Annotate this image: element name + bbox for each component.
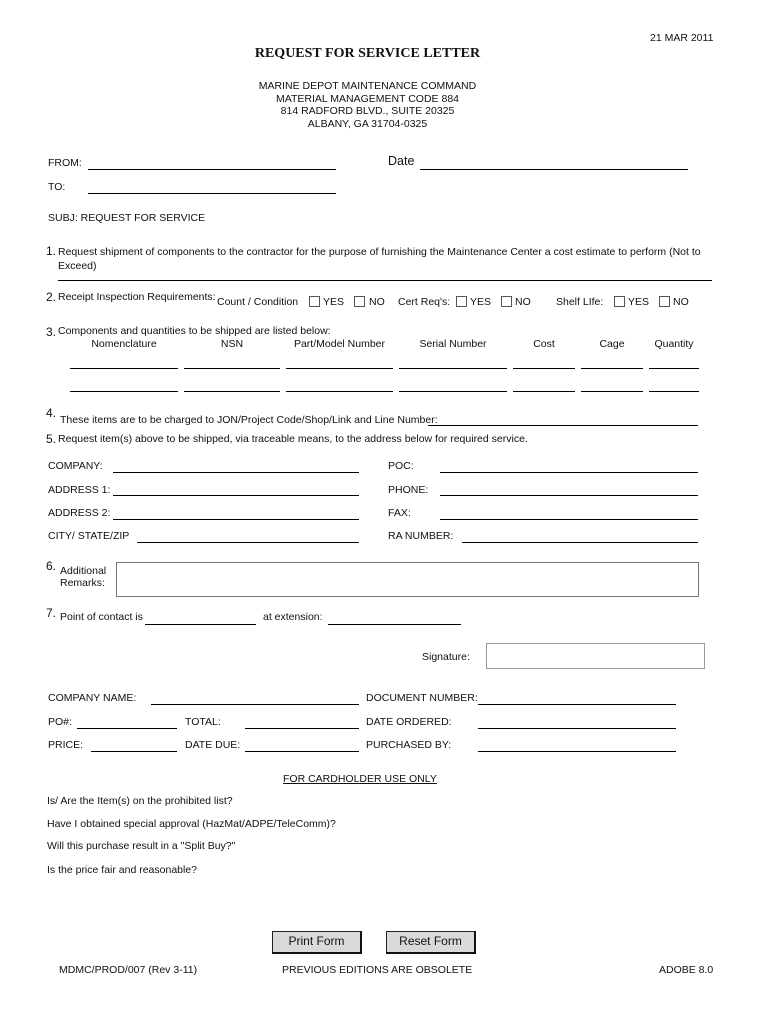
component-field[interactable] bbox=[513, 368, 575, 369]
address-2-label: ADDRESS 2: bbox=[48, 507, 111, 519]
document-number-field[interactable] bbox=[478, 704, 676, 705]
ra-number-field[interactable] bbox=[462, 542, 698, 543]
to-label: TO: bbox=[48, 181, 66, 193]
column-quantity: Quantity bbox=[654, 338, 694, 350]
signature-field[interactable] bbox=[486, 643, 705, 669]
remarks-label: Additional bbox=[60, 565, 107, 577]
component-field[interactable] bbox=[649, 391, 699, 392]
ra-number-label: RA NUMBER: bbox=[388, 530, 454, 542]
print-form-button[interactable]: Print Form bbox=[272, 931, 362, 954]
item-2-number: 2. bbox=[46, 290, 57, 304]
column-serial: Serial Number bbox=[419, 338, 487, 350]
address-1-label: ADDRESS 1: bbox=[48, 484, 111, 496]
address-1-field[interactable] bbox=[113, 495, 359, 496]
cardholder-question: Is/ Are the Item(s) on the prohibited list? bbox=[47, 795, 233, 807]
cardholder-question: Is the price fair and reasonable? bbox=[47, 864, 198, 876]
jon-field[interactable] bbox=[428, 425, 698, 426]
phone-label: PHONE: bbox=[388, 484, 429, 496]
cardholder-question: Will this purchase result in a "Split Buy?" bbox=[47, 840, 236, 852]
form-id: MDMC/PROD/007 (Rev 3-11) bbox=[59, 964, 198, 976]
fax-label: FAX: bbox=[388, 507, 411, 519]
to-field[interactable] bbox=[88, 193, 336, 194]
date-label: Date bbox=[388, 154, 415, 168]
component-field[interactable] bbox=[399, 391, 507, 392]
component-field[interactable] bbox=[70, 391, 178, 392]
company-field[interactable] bbox=[113, 472, 359, 473]
address-line: ALBANY, GA 31704-0325 bbox=[307, 117, 428, 130]
company-label: COMPANY: bbox=[48, 460, 103, 472]
cert-yes-checkbox[interactable] bbox=[456, 296, 467, 307]
cardholder-heading: FOR CARDHOLDER USE ONLY bbox=[283, 773, 437, 785]
point-of-contact-label: Point of contact is bbox=[60, 611, 143, 623]
extension-label: at extension: bbox=[263, 611, 323, 623]
item-3-label: Components and quantities to be shipped are listed below: bbox=[58, 325, 331, 337]
component-field[interactable] bbox=[184, 391, 280, 392]
form-date: 21 MAR 2011 bbox=[650, 32, 714, 44]
shelf-yes-checkbox[interactable] bbox=[614, 296, 625, 307]
signature-label: Signature: bbox=[422, 651, 470, 663]
software-version: ADOBE 8.0 bbox=[659, 964, 714, 976]
document-number-label: DOCUMENT NUMBER: bbox=[366, 692, 478, 704]
column-part-model: Part/Model Number bbox=[293, 338, 386, 350]
form-title: REQUEST FOR SERVICE LETTER bbox=[254, 46, 481, 61]
date-due-field[interactable] bbox=[245, 751, 359, 752]
item-2-label: Receipt Inspection Requirements: bbox=[58, 291, 216, 303]
subject-line: SUBJ: REQUEST FOR SERVICE bbox=[48, 212, 206, 224]
date-ordered-field[interactable] bbox=[478, 728, 676, 729]
component-field[interactable] bbox=[286, 368, 393, 369]
city-state-zip-field[interactable] bbox=[137, 542, 359, 543]
cert-reqs-label: Cert Req's: bbox=[398, 296, 451, 308]
cert-no-label: NO bbox=[515, 296, 531, 308]
item-4-number: 4. bbox=[46, 406, 57, 420]
address-block bbox=[0, 80, 735, 130]
address-line: MARINE DEPOT MAINTENANCE COMMAND bbox=[258, 80, 477, 92]
item-7-number: 7. bbox=[46, 606, 57, 620]
extension-field[interactable] bbox=[328, 624, 461, 625]
fax-field[interactable] bbox=[440, 519, 698, 520]
cert-yes-label: YES bbox=[470, 296, 492, 308]
cardholder-question: Have I obtained special approval (HazMat/ADPE/TeleComm)? bbox=[47, 818, 336, 830]
count-yes-checkbox[interactable] bbox=[309, 296, 320, 307]
item-6-number: 6. bbox=[46, 559, 57, 573]
item-1-number: 1. bbox=[46, 244, 57, 258]
item-1-field[interactable] bbox=[58, 280, 712, 281]
column-nomenclature: Nomenclature bbox=[91, 338, 157, 350]
count-yes-label: YES bbox=[323, 296, 345, 308]
address-line: 814 RADFORD BLVD., SUITE 20325 bbox=[280, 105, 455, 117]
remarks-field[interactable] bbox=[116, 562, 699, 597]
count-condition-label: Count / Condition bbox=[217, 296, 299, 308]
column-nsn: NSN bbox=[220, 338, 244, 350]
item-5-number: 5. bbox=[46, 432, 57, 446]
component-field[interactable] bbox=[513, 391, 575, 392]
component-field[interactable] bbox=[581, 368, 643, 369]
component-field[interactable] bbox=[70, 368, 178, 369]
column-cage: Cage bbox=[599, 338, 625, 350]
reset-form-button[interactable]: Reset Form bbox=[386, 931, 476, 954]
cert-no-checkbox[interactable] bbox=[501, 296, 512, 307]
item-1-text-cont: Exceed) bbox=[58, 260, 97, 272]
remarks-label-cont: Remarks: bbox=[60, 577, 105, 589]
date-field[interactable] bbox=[420, 169, 688, 170]
item-5-text: Request item(s) above to be shipped, via traceable means, to the address below for required service. bbox=[58, 433, 528, 445]
poc-label: POC: bbox=[388, 460, 414, 472]
from-field[interactable] bbox=[88, 169, 336, 170]
total-field[interactable] bbox=[245, 728, 359, 729]
shelf-yes-label: YES bbox=[628, 296, 650, 308]
address-2-field[interactable] bbox=[113, 519, 359, 520]
company-name-field[interactable] bbox=[151, 704, 359, 705]
address-line: MATERIAL MANAGEMENT CODE 884 bbox=[275, 92, 459, 105]
item-1-text: Request shipment of components to the contractor for the purpose of furnishing the Maintenance Center a cost estimate to perform (Not to bbox=[58, 246, 701, 258]
component-field[interactable] bbox=[286, 391, 393, 392]
item-4-text: These items are to be charged to JON/Project Code/Shop/Link and Line Number: bbox=[60, 414, 438, 426]
component-field[interactable] bbox=[649, 368, 699, 369]
count-no-label: NO bbox=[369, 296, 385, 308]
purchased-by-label: PURCHASED BY: bbox=[366, 739, 452, 751]
total-label: TOTAL: bbox=[185, 716, 221, 728]
city-state-zip-label: CITY/ STATE/ZIP bbox=[48, 530, 130, 542]
component-field[interactable] bbox=[184, 368, 280, 369]
purchased-by-field[interactable] bbox=[478, 751, 676, 752]
shelf-no-label: NO bbox=[673, 296, 689, 308]
component-field[interactable] bbox=[581, 391, 643, 392]
shelf-life-label: Shelf LIfe: bbox=[556, 296, 604, 308]
poc-field[interactable] bbox=[440, 472, 698, 473]
count-no-checkbox[interactable] bbox=[354, 296, 365, 307]
price-field[interactable] bbox=[91, 751, 177, 752]
date-ordered-label: DATE ORDERED: bbox=[366, 716, 452, 728]
point-of-contact-field[interactable] bbox=[145, 624, 256, 625]
item-3-number: 3. bbox=[46, 325, 57, 339]
po-field[interactable] bbox=[77, 728, 177, 729]
date-due-label: DATE DUE: bbox=[185, 739, 241, 751]
shelf-no-checkbox[interactable] bbox=[659, 296, 670, 307]
from-label: FROM: bbox=[48, 157, 82, 169]
company-name-label: COMPANY NAME: bbox=[48, 692, 137, 704]
phone-field[interactable] bbox=[440, 495, 698, 496]
obsolete-notice: PREVIOUS EDITIONS ARE OBSOLETE bbox=[282, 964, 473, 976]
price-label: PRICE: bbox=[48, 739, 84, 751]
po-label: PO#: bbox=[48, 716, 72, 728]
component-field[interactable] bbox=[399, 368, 507, 369]
column-cost: Cost bbox=[533, 338, 555, 350]
